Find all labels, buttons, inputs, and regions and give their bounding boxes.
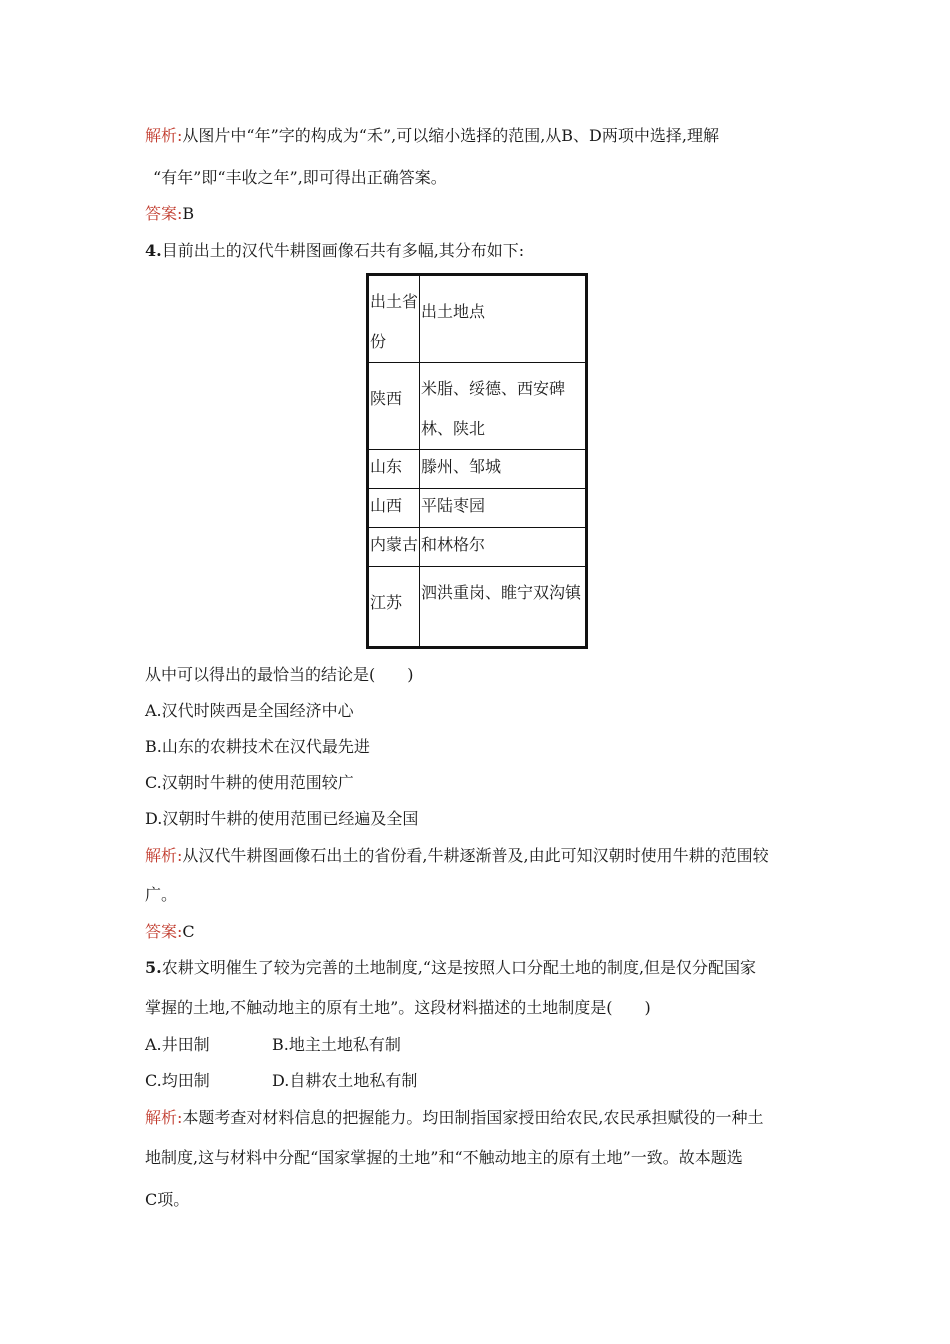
q5-option-d: D.自耕农土地私有制	[272, 1071, 418, 1090]
q5-options-row1	[145, 1035, 545, 1055]
q4-option-b: B.山东的农耕技术在汉代最先进	[145, 737, 370, 756]
q4-option-c: C.汉朝时牛耕的使用范围较广	[145, 773, 354, 792]
q4-answer-label: 答案:	[145, 922, 183, 941]
q5-option-c: C.均田制	[145, 1071, 210, 1090]
q4-analysis-label: 解析:	[145, 846, 183, 865]
q4-answer-value: C	[182, 922, 195, 941]
table-row: 陕西 米脂、绥德、西安碑林、陕北	[368, 363, 587, 450]
q4-stem: 4.目前出土的汉代牛耕图画像石共有多幅,其分布如下:	[145, 241, 525, 260]
q4-option-a: A.汉代时陕西是全国经济中心	[145, 701, 354, 720]
q4-number: 4.	[145, 241, 162, 260]
q5-option-b: B.地主土地私有制	[272, 1035, 401, 1054]
q5-analysis-line2: 地制度,这与材料中分配“国家掌握的土地”和“不触动地主的原有土地”一致。故本题选	[145, 1148, 743, 1167]
table-row: 江苏 泗洪重岗、睢宁双沟镇	[368, 567, 587, 648]
q5-stem-line1: 5.农耕文明催生了较为完善的土地制度,“这是按照人口分配土地的制度,但是仅分配国家	[145, 958, 757, 977]
q5-analysis-line3: C项。	[145, 1190, 190, 1209]
table-header-row	[368, 275, 587, 363]
q5-stem-line2: 掌握的土地,不触动地主的原有土地”。这段材料描述的土地制度是( )	[145, 998, 651, 1017]
q5-number: 5.	[145, 958, 162, 977]
q3-answer-label: 答案:	[145, 204, 183, 223]
q5-analysis-line1: 解析:本题考查对材料信息的把握能力。均田制指国家授田给农民,农民承担赋役的一种土	[145, 1108, 764, 1127]
q5-options-row2	[145, 1071, 545, 1091]
q5-option-a: A.井田制	[145, 1035, 210, 1054]
table-row: 山东 滕州、邹城	[368, 450, 587, 489]
q4-option-d: D.汉朝时牛耕的使用范围已经遍及全国	[145, 809, 419, 828]
q4-question: 从中可以得出的最恰当的结论是( )	[145, 665, 414, 684]
q3-analysis-line1: 解析:从图片中“年”字的构成为“禾”,可以缩小选择的范围,从B、D两项中选择,理解	[145, 126, 719, 145]
q3-answer-value: B	[182, 204, 195, 223]
q4-answer	[145, 922, 195, 942]
table-row: 山西 平陆枣园	[368, 489, 587, 528]
q4-analysis-line2: 广。	[145, 885, 178, 904]
q3-analysis-label: 解析:	[145, 126, 183, 145]
q4-analysis-line1: 解析:从汉代牛耕图画像石出土的省份看,牛耕逐渐普及,由此可知汉朝时使用牛耕的范围较	[145, 846, 769, 865]
table-row: 内蒙古 和林格尔	[368, 528, 587, 567]
q3-analysis-line2: “有年”即“丰收之年”,即可得出正确答案。	[153, 168, 447, 187]
q5-analysis-label: 解析:	[145, 1108, 183, 1127]
distribution-table	[366, 273, 588, 649]
header-location: 出土地点	[420, 275, 587, 363]
header-province: 出土省份	[368, 275, 420, 363]
q3-answer	[145, 204, 194, 224]
